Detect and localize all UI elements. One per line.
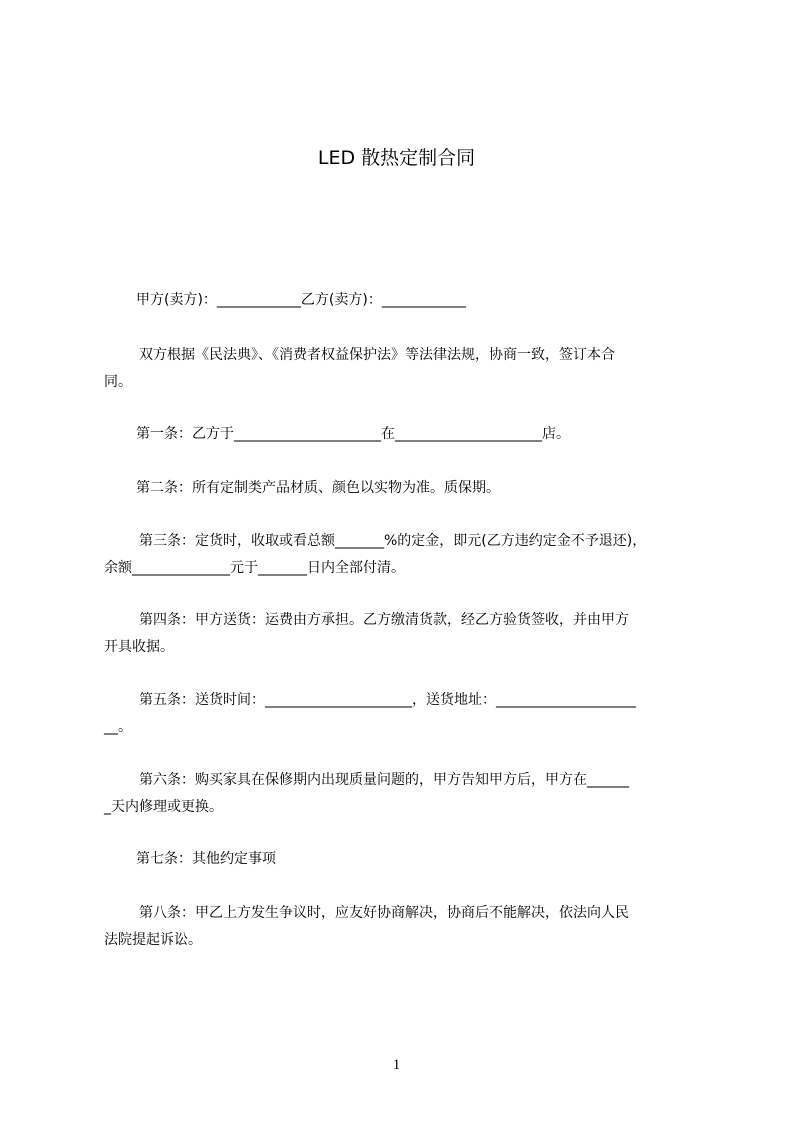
parties-line: 甲方(卖方)：____________乙方(卖方)：____________	[136, 292, 466, 308]
article-4	[104, 607, 704, 661]
intro-paragraph	[104, 342, 704, 396]
article-2: 第二条：所有定制类产品材质、颜色以实物为准。质保期。	[136, 480, 500, 496]
intro-line-2: 同。	[104, 374, 132, 390]
article-4-line-2: 开具收据。	[104, 639, 174, 655]
article-3-line-1: 第三条：定货时，收取或看总额_______%的定金，即元(乙方违约定金不予退还)，	[139, 533, 647, 549]
article-3	[104, 528, 704, 582]
article-1: 第一条：乙方于_____________________在_____________________店。	[136, 426, 570, 442]
page-number: 1	[392, 1057, 401, 1073]
article-4-line-1: 第四条：甲方送货：运费由方承担。乙方缴清货款，经乙方验货签收，并由甲方	[139, 612, 629, 628]
article-3-line-2: 余额______________元于_______日内全部付清。	[104, 560, 405, 576]
article-8-line-2: 法院提起诉讼。	[104, 932, 202, 948]
article-5-line-1: 第五条：送货时间：_____________________，送货地址：____________________	[139, 692, 636, 708]
article-6-line-1: 第六条：购买家具在保修期内出现质量问题的，甲方告知甲方后，甲方在______	[139, 772, 629, 788]
article-6-line-2: _天内修理或更换。	[104, 799, 223, 815]
document-title: LED 散热定制合同	[317, 147, 476, 169]
article-8-line-1: 第八条：甲乙上方发生争议时，应友好协商解决，协商后不能解决，依法向人民	[139, 905, 629, 921]
article-5-line-2: __。	[104, 719, 132, 735]
intro-line-1: 双方根据《民法典》、《消费者权益保护法》等法律法规，协商一致，签订本合	[139, 347, 615, 363]
article-7: 第七条：其他约定事项	[136, 851, 276, 867]
article-6	[104, 767, 704, 821]
article-5	[104, 687, 704, 741]
article-8	[104, 900, 704, 954]
